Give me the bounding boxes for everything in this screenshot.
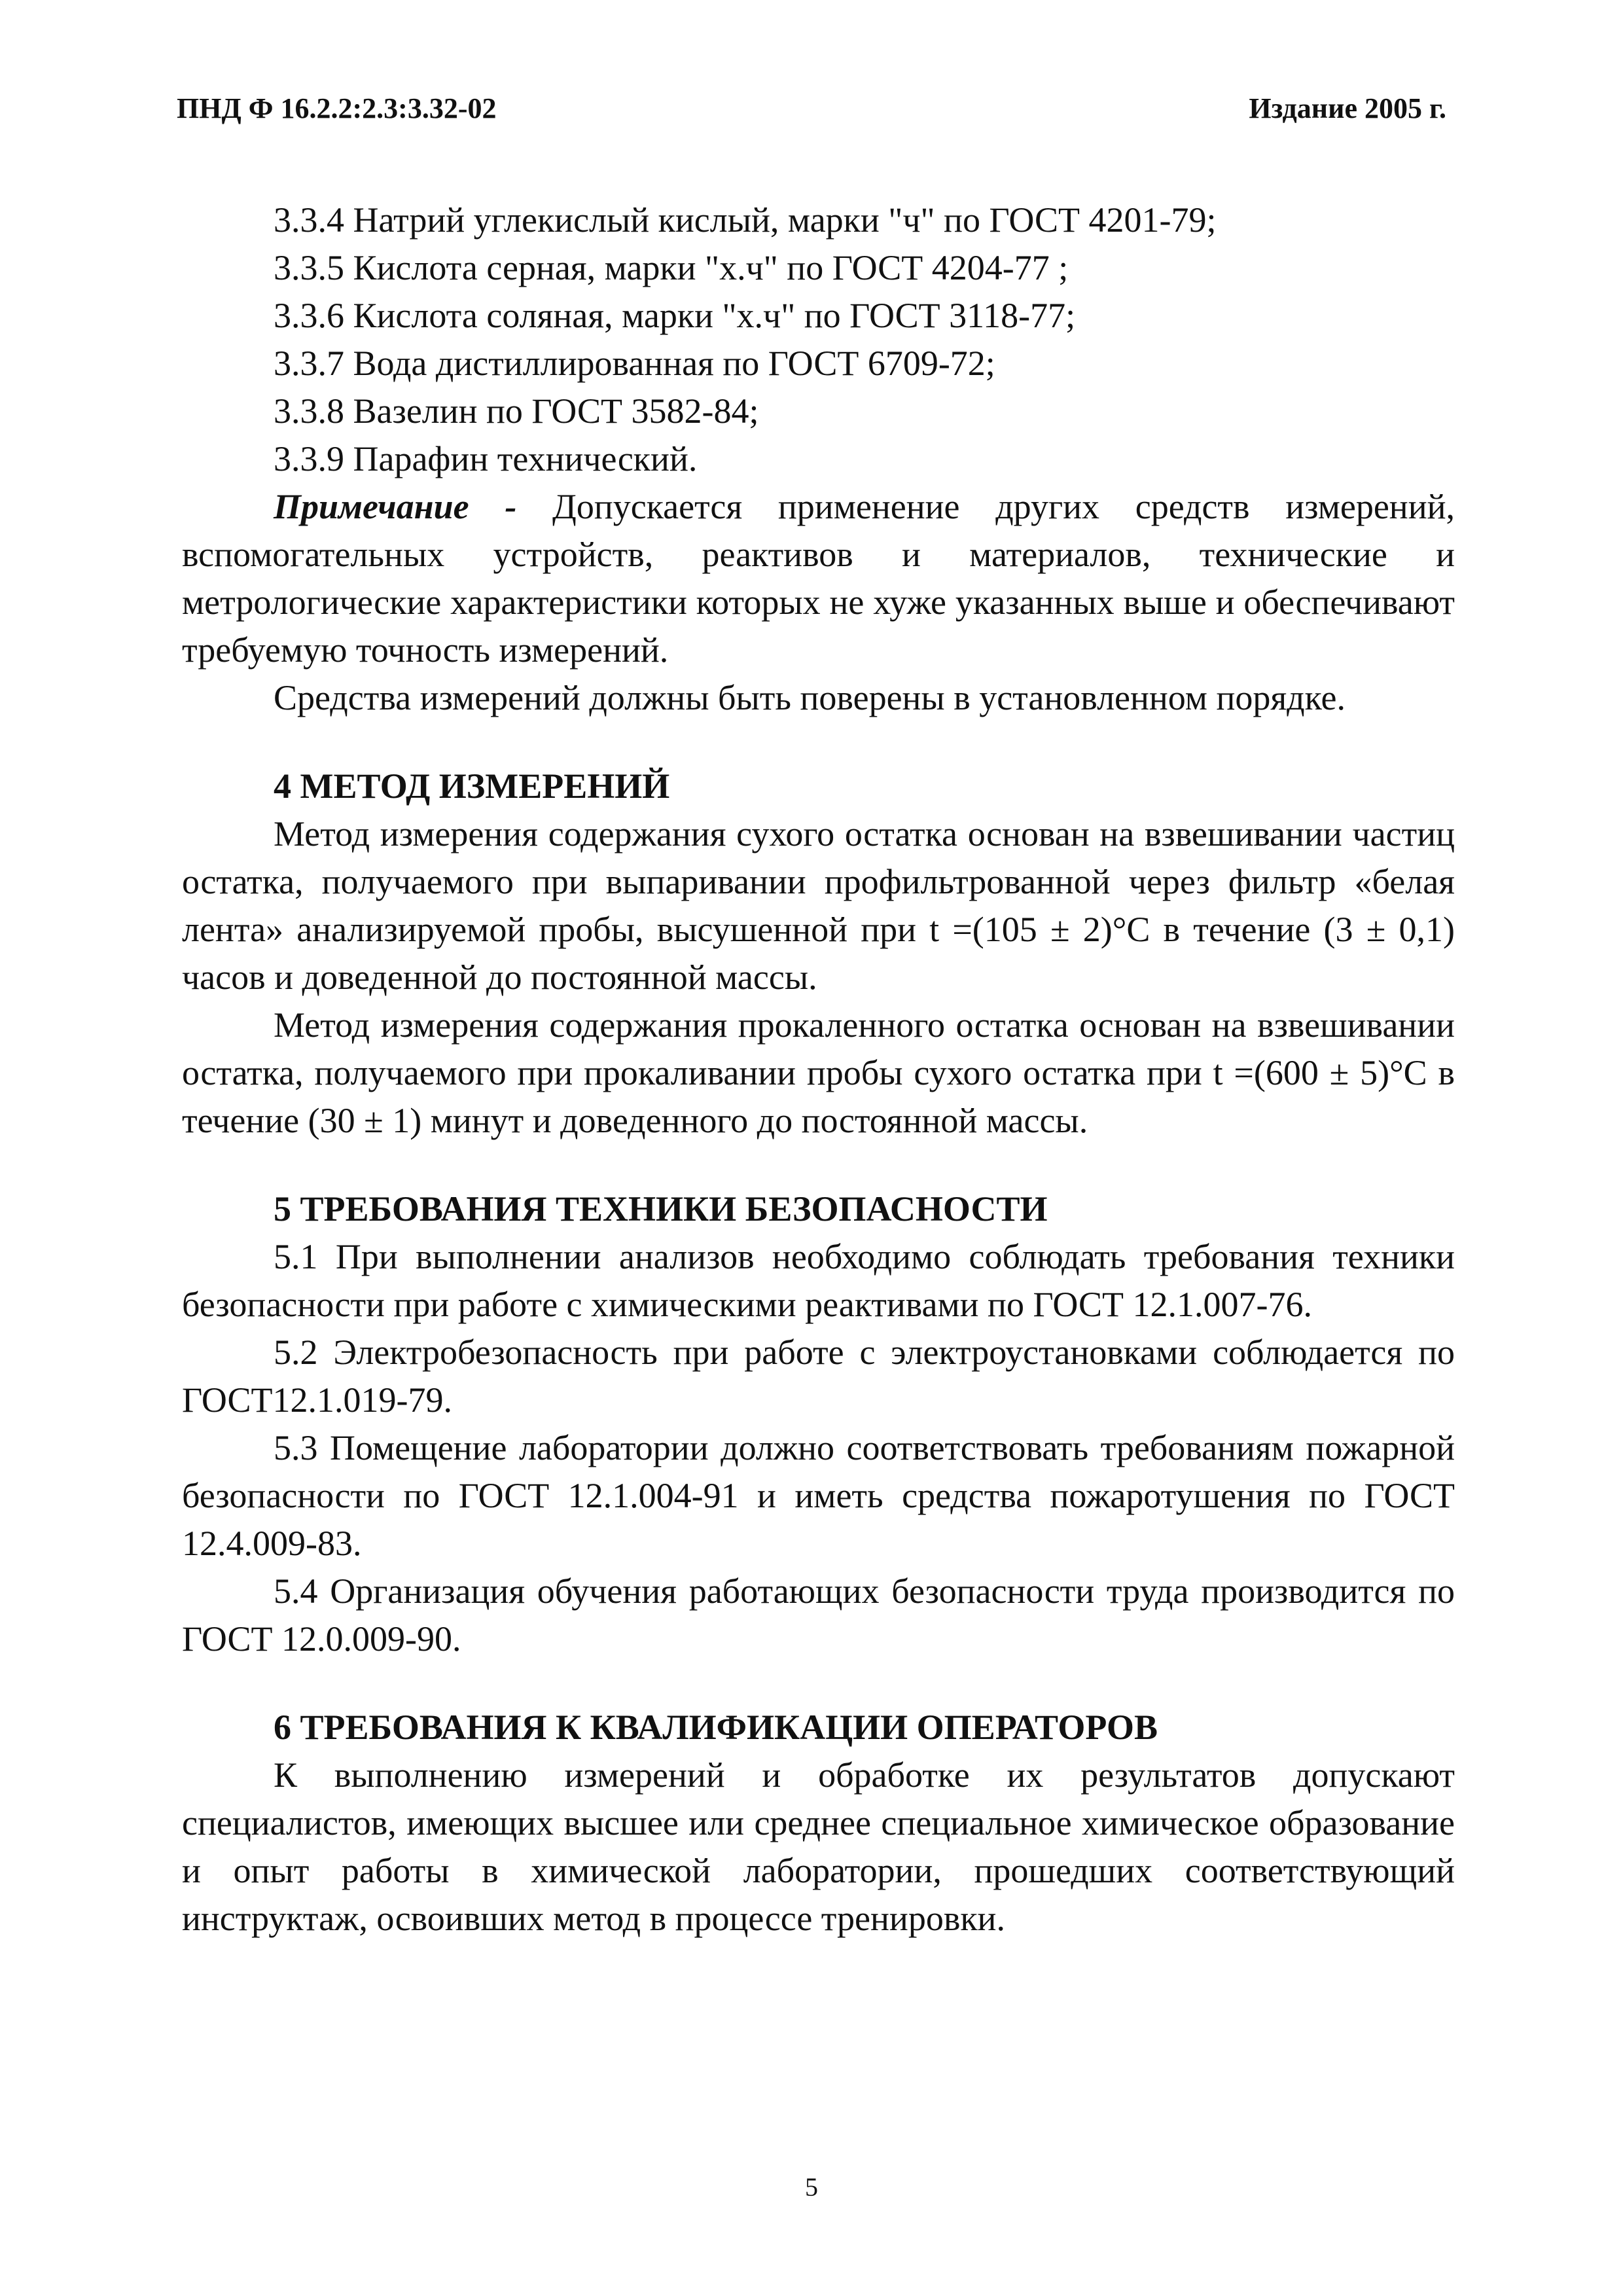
note-label: Примечание - bbox=[274, 487, 517, 526]
section-5-paragraph: 5.2 Электробезопасность при работе с электроустановками соблюдается по ГОСТ12.1.019-79. bbox=[182, 1333, 1455, 1420]
section-4-paragraph: Метод измерения содержания сухого остатка основан на взвешивании частиц остатка, получаемого при выпаривании профильтрованной через фильтр «белая лента» анализируемой пробы, высушенной при t =(105 ± 2)°С в течение (3 ± 0,1) часов и доведенной до постоянной массы. bbox=[182, 814, 1455, 997]
section-5-paragraph: 5.4 Организация обучения работающих безопасности труда производится по ГОСТ 12.0.009-90. bbox=[182, 1571, 1455, 1659]
section-5-paragraph: 5.1 При выполнении анализов необходимо соблюдать требования техники безопасности при работе с химическими реактивами по ГОСТ 12.1.007-76. bbox=[182, 1237, 1455, 1324]
section-6-paragraph: К выполнению измерений и обработке их результатов допускают специалистов, имеющих высшее или среднее специальное химическое образование и опыт работы в химической лаборатории, прошедших соответствующий инструктаж, освоивших метод в процессе тренировки. bbox=[182, 1755, 1455, 1938]
edition-label: Издание 2005 г. bbox=[1249, 92, 1446, 124]
note-text: Допускается применение других средств измерений, вспомогательных устройств, реактивов и материалов, технические и метрологические характеристики которых не хуже указанных выше и обеспечивают требуемую точность измерений. bbox=[182, 487, 1455, 670]
section-4-paragraph: Метод измерения содержания прокаленного остатка основан на взвешивании остатка, получаемого при прокаливании пробы сухого остатка при t =(600 ± 5)°С в течение (30 ± 1) минут и доведенного до постоянной массы. bbox=[182, 1005, 1455, 1140]
document-code: ПНД Ф 16.2.2:2.3:3.32-02 bbox=[177, 92, 497, 124]
page-content bbox=[182, 196, 1455, 1943]
list-item: 3.3.9 Парафин технический. bbox=[274, 439, 698, 478]
list-item: 3.3.4 Натрий углекислый кислый, марки "ч" по ГОСТ 4201-79; bbox=[274, 200, 1217, 240]
page-number: 5 bbox=[805, 2172, 818, 2202]
reagents-list bbox=[182, 196, 1455, 483]
section-6-title: 6 ТРЕБОВАНИЯ К КВАЛИФИКАЦИИ ОПЕРАТОРОВ bbox=[274, 1708, 1158, 1747]
section-5-paragraph: 5.3 Помещение лаборатории должно соответствовать требованиям пожарной безопасности по ГОСТ 12.1.004-91 и иметь средства пожаротушения по ГОСТ 12.4.009-83. bbox=[182, 1428, 1455, 1563]
note-paragraph bbox=[182, 483, 1455, 674]
section-5-title: 5 ТРЕБОВАНИЯ ТЕХНИКИ БЕЗОПАСНОСТИ bbox=[274, 1189, 1048, 1229]
list-item: 3.3.5 Кислота серная, марки "х.ч" по ГОСТ 4204-77 ; bbox=[274, 248, 1069, 287]
page-header bbox=[177, 92, 1446, 137]
list-item: 3.3.7 Вода дистиллированная по ГОСТ 6709-72; bbox=[274, 344, 995, 383]
verification-paragraph: Средства измерений должны быть поверены в установленном порядке. bbox=[274, 678, 1346, 717]
list-item: 3.3.6 Кислота соляная, марки "х.ч" по ГОСТ 3118-77; bbox=[274, 296, 1076, 335]
section-4-title: 4 МЕТОД ИЗМЕРЕНИЙ bbox=[274, 766, 670, 806]
list-item: 3.3.8 Вазелин по ГОСТ 3582-84; bbox=[274, 391, 759, 431]
